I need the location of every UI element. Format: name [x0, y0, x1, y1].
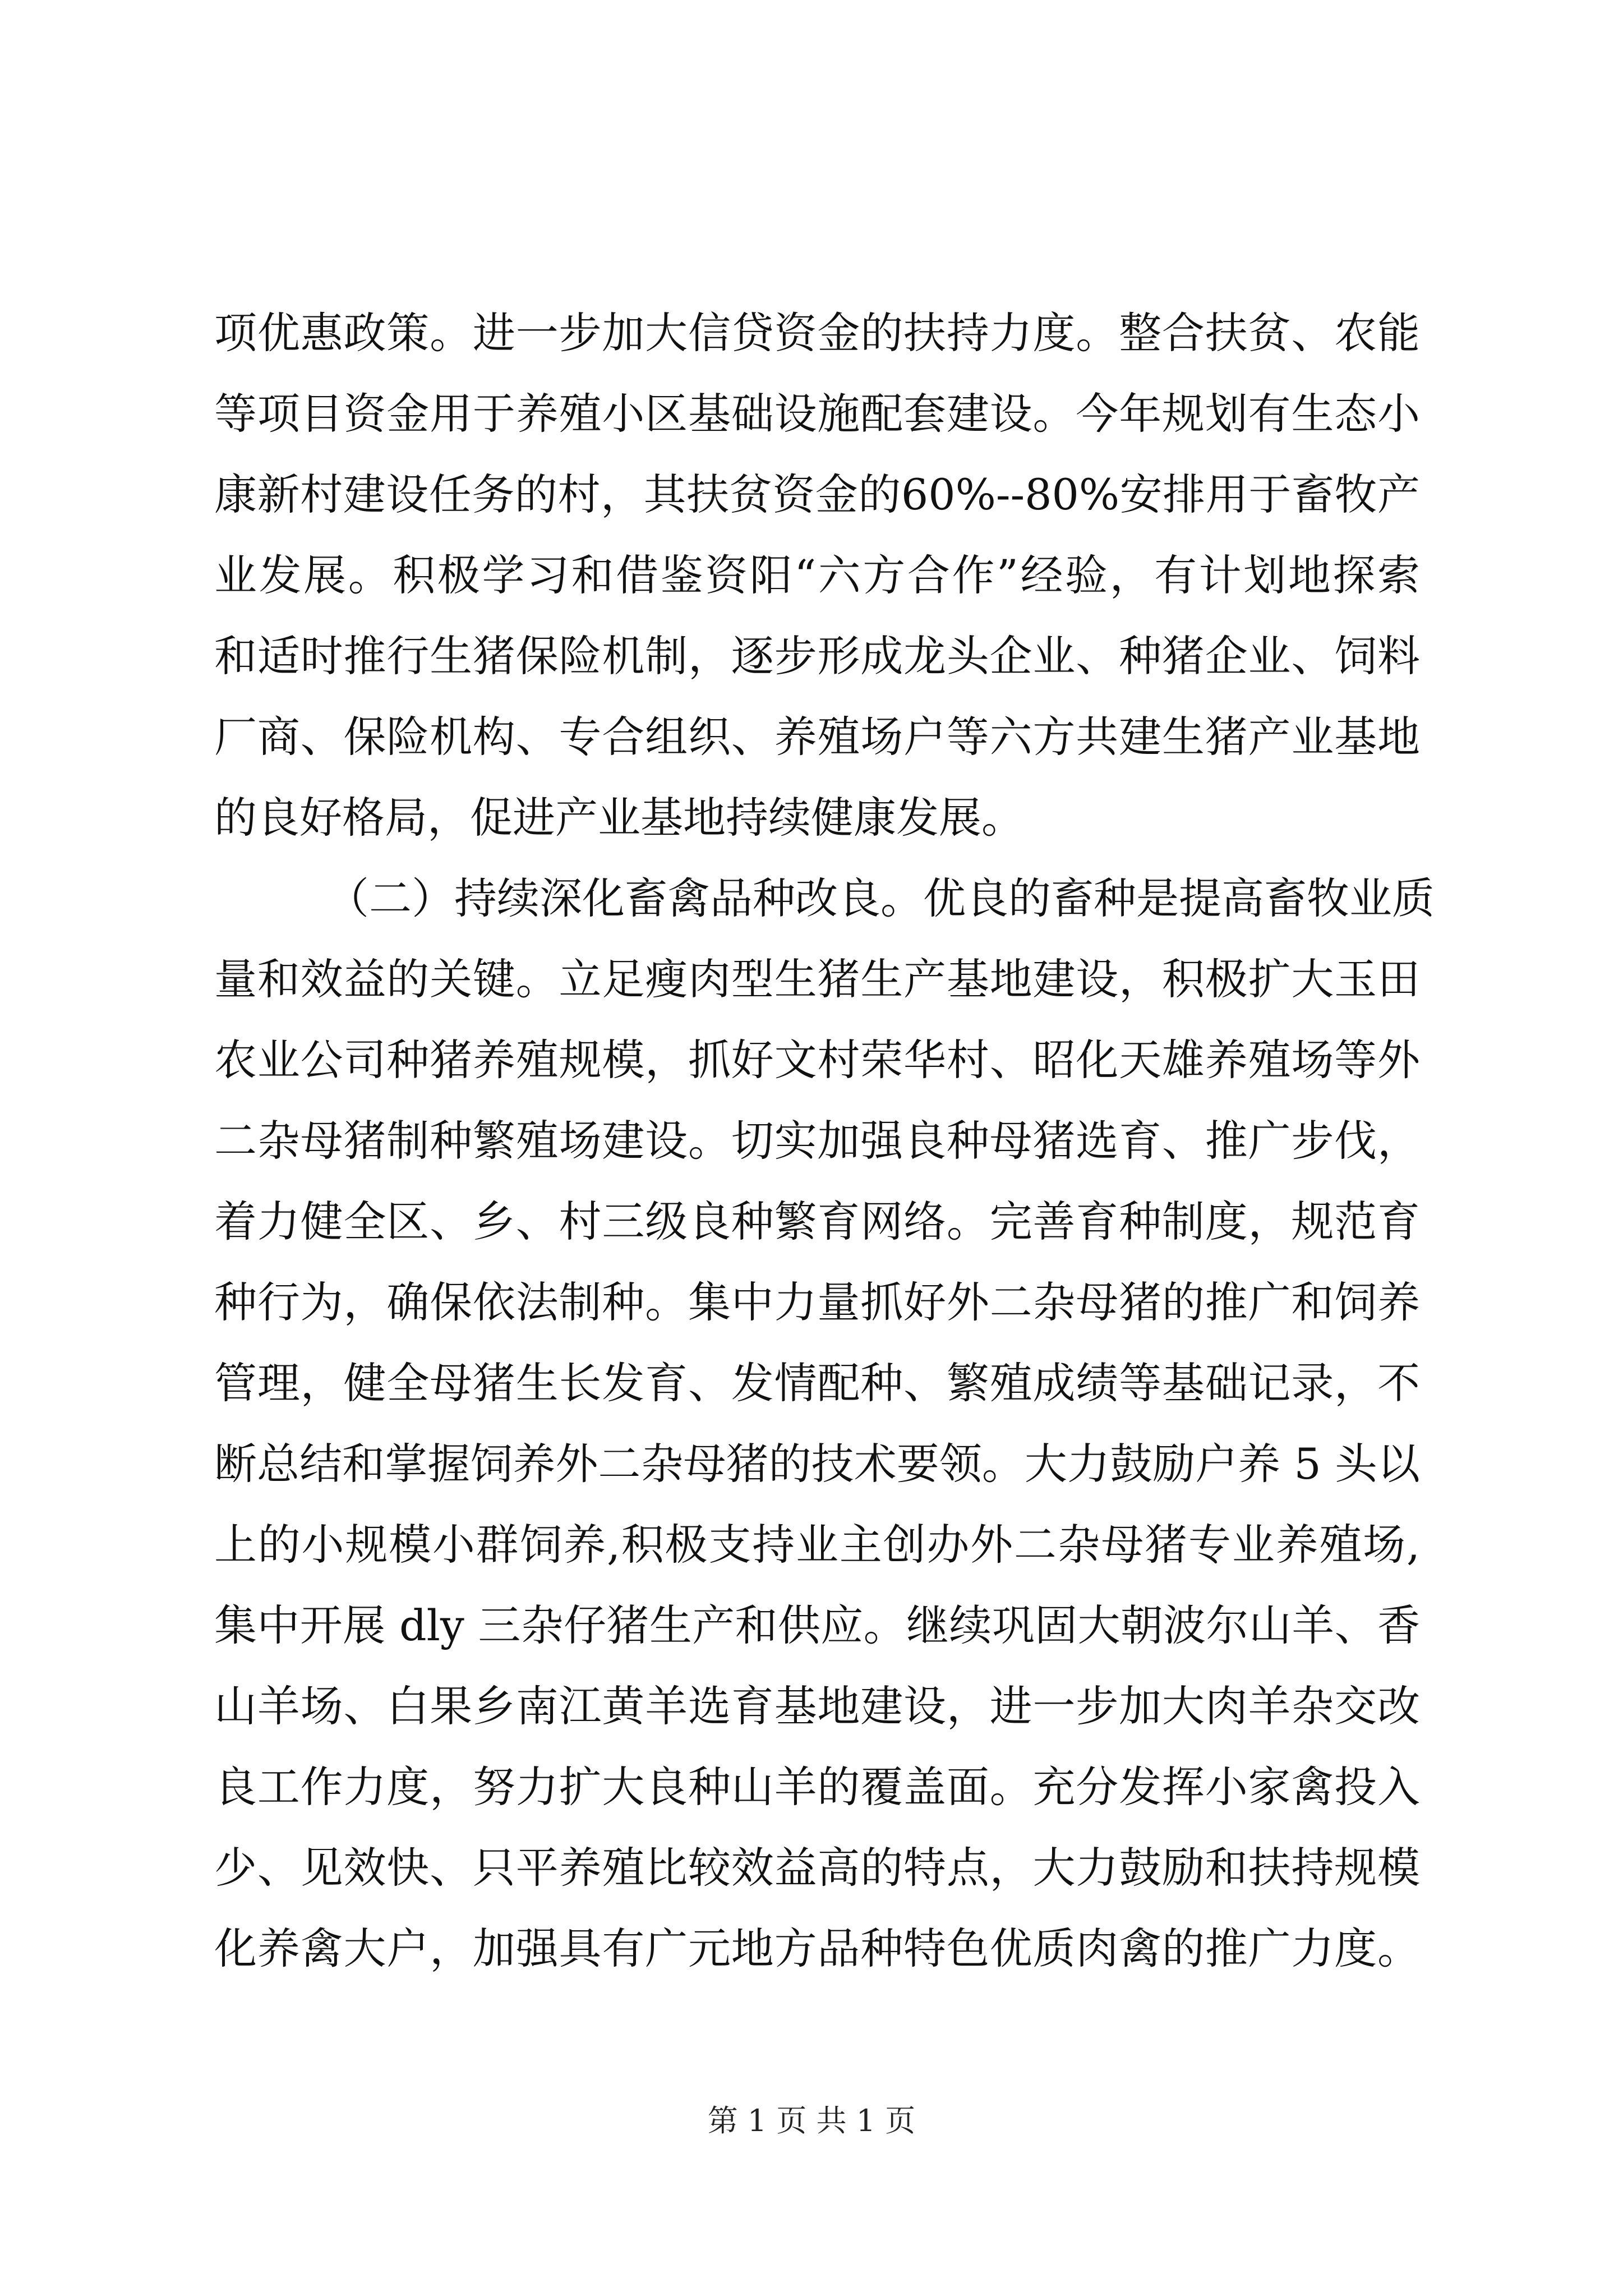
text-line: 的良好格局，促进产业基地持续健康发展。	[214, 793, 1024, 843]
text-line: 等项目资金用于养殖小区基础设施配套建设。今年规划有生态小	[214, 389, 1420, 439]
text-line: 二杂母猪制种繁殖场建设。切实加强良种母猪选育、推广步伐，	[214, 1116, 1420, 1166]
text-line: 断总结和掌握饲养外二杂母猪的技术要领。大力鼓励户养 5 头以	[214, 1439, 1420, 1489]
text-line: 厂商、保险机构、专合组织、养殖场户等六方共建生猪产业基地	[214, 712, 1420, 762]
text-line: 业发展。积极学习和借鉴资阳“六方合作”经验，有计划地探索	[214, 550, 1420, 600]
page-number-footer: 第 1 页 共 1 页	[707, 2103, 916, 2138]
text-line: 管理，健全母猪生长发育、发情配种、繁殖成绩等基础记录，不	[214, 1358, 1420, 1408]
text-line: 项优惠政策。进一步加大信贷资金的扶持力度。整合扶贫、农能	[214, 308, 1420, 358]
text-line: 着力健全区、乡、村三级良种繁育网络。完善育种制度，规范育	[214, 1197, 1420, 1246]
text-line: 集中开展 dly 三杂仔猪生产和供应。继续巩固大朝波尔山羊、香	[214, 1600, 1420, 1650]
text-line: 山羊场、白果乡南江黄羊选育基地建设，进一步加大肉羊杂交改	[214, 1681, 1420, 1731]
text-line: 少、见效快、只平养殖比较效益高的特点，大力鼓励和扶持规模	[214, 1843, 1420, 1893]
text-line: 和适时推行生猪保险机制，逐步形成龙头企业、种猪企业、饲料	[214, 631, 1420, 681]
text-line: 量和效益的关键。立足瘦肉型生猪生产基地建设，积极扩大玉田	[214, 954, 1420, 1004]
text-line: 良工作力度，努力扩大良种山羊的覆盖面。充分发挥小家禽投入	[214, 1762, 1420, 1812]
text-line: 种行为，确保依法制种。集中力量抓好外二杂母猪的推广和饲养	[214, 1277, 1420, 1327]
section-heading-line: （二）持续深化畜禽品种改良。优良的畜种是提高畜牧业质	[326, 873, 1435, 923]
text-line: 化养禽大户，加强具有广元地方品种特色优质肉禽的推广力度。	[214, 1924, 1420, 1973]
text-line: 上的小规模小群饲养,积极支持业主创办外二杂母猪专业养殖场,	[214, 1520, 1420, 1570]
text-line: 农业公司种猪养殖规模，抓好文村荣华村、昭化天雄养殖场等外	[214, 1035, 1420, 1085]
text-line: 康新村建设任务的村，其扶贫资金的60%--80%安排用于畜牧产	[214, 470, 1420, 519]
body-text	[214, 293, 1435, 1989]
